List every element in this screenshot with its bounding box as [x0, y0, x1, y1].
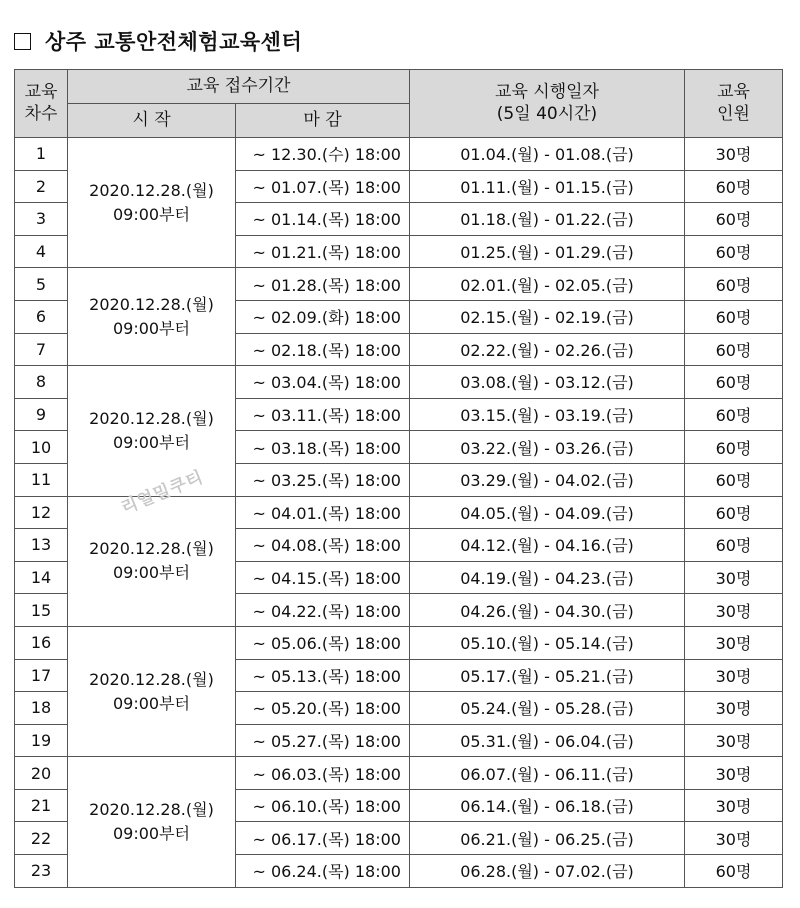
round-cell: 5 — [15, 268, 68, 301]
people-cell: 30명 — [685, 692, 783, 725]
people-cell: 60명 — [685, 398, 783, 431]
people-cell: 30명 — [685, 626, 783, 659]
round-cell: 10 — [15, 431, 68, 464]
round-cell: 15 — [15, 594, 68, 627]
start-time: 09:00부터 — [112, 432, 191, 452]
people-cell: 30명 — [685, 822, 783, 855]
header-round: 교육 차수 — [15, 70, 68, 138]
period-cell: 03.08.(월) - 03.12.(금) — [410, 366, 685, 399]
period-cell: 04.05.(월) - 04.09.(금) — [410, 496, 685, 529]
period-cell: 06.28.(월) - 07.02.(금) — [410, 855, 685, 888]
deadline-cell: ~ 04.15.(목) 18:00 — [236, 561, 410, 594]
round-cell: 9 — [15, 398, 68, 431]
period-cell: 05.17.(월) - 05.21.(금) — [410, 659, 685, 692]
people-cell: 30명 — [685, 789, 783, 822]
round-cell: 20 — [15, 757, 68, 790]
round-cell: 7 — [15, 333, 68, 366]
people-cell: 30명 — [685, 724, 783, 757]
document-title — [14, 26, 302, 56]
round-cell: 2 — [15, 170, 68, 203]
deadline-cell: ~ 01.28.(목) 18:00 — [236, 268, 410, 301]
period-cell: 04.12.(월) - 04.16.(금) — [410, 529, 685, 562]
people-cell: 60명 — [685, 529, 783, 562]
period-cell: 02.15.(월) - 02.19.(금) — [410, 300, 685, 333]
people-cell: 60명 — [685, 170, 783, 203]
start-time: 09:00부터 — [112, 823, 191, 843]
start-date: 2020.12.28.(월) — [89, 408, 214, 428]
deadline-cell: ~ 04.08.(목) 18:00 — [236, 529, 410, 562]
people-cell: 30명 — [685, 561, 783, 594]
start-time: 09:00부터 — [112, 563, 191, 583]
start-time: 09:00부터 — [112, 693, 191, 713]
round-cell: 8 — [15, 366, 68, 399]
period-cell: 05.24.(월) - 05.28.(금) — [410, 692, 685, 725]
people-cell: 60명 — [685, 366, 783, 399]
period-cell: 01.25.(월) - 01.29.(금) — [410, 235, 685, 268]
period-cell: 06.07.(월) - 06.11.(금) — [410, 757, 685, 790]
deadline-cell: ~ 06.03.(목) 18:00 — [236, 757, 410, 790]
period-cell: 04.26.(월) - 04.30.(금) — [410, 594, 685, 627]
start-cell — [68, 366, 236, 496]
round-cell: 23 — [15, 855, 68, 888]
deadline-cell: ~ 04.22.(목) 18:00 — [236, 594, 410, 627]
period-cell: 06.14.(월) - 06.18.(금) — [410, 789, 685, 822]
people-cell: 60명 — [685, 268, 783, 301]
people-cell: 60명 — [685, 855, 783, 888]
round-cell: 3 — [15, 203, 68, 236]
deadline-cell: ~ 03.11.(목) 18:00 — [236, 398, 410, 431]
start-date: 2020.12.28.(월) — [89, 180, 214, 200]
deadline-cell: ~ 06.10.(목) 18:00 — [236, 789, 410, 822]
people-cell: 30명 — [685, 594, 783, 627]
table-row — [15, 626, 783, 659]
period-cell: 04.19.(월) - 04.23.(금) — [410, 561, 685, 594]
deadline-cell: ~ 02.18.(목) 18:00 — [236, 333, 410, 366]
people-cell: 60명 — [685, 496, 783, 529]
round-cell: 19 — [15, 724, 68, 757]
start-date: 2020.12.28.(월) — [89, 539, 214, 559]
round-cell: 18 — [15, 692, 68, 725]
period-cell: 05.31.(월) - 06.04.(금) — [410, 724, 685, 757]
round-cell: 1 — [15, 138, 68, 171]
period-cell: 02.01.(월) - 02.05.(금) — [410, 268, 685, 301]
table-row — [15, 268, 783, 301]
deadline-cell: ~ 06.24.(목) 18:00 — [236, 855, 410, 888]
people-cell: 60명 — [685, 463, 783, 496]
period-cell: 01.11.(월) - 01.15.(금) — [410, 170, 685, 203]
checkbox-square-icon — [14, 33, 31, 50]
people-cell: 60명 — [685, 431, 783, 464]
period-cell: 03.29.(월) - 04.02.(금) — [410, 463, 685, 496]
start-cell — [68, 626, 236, 756]
round-cell: 21 — [15, 789, 68, 822]
table-row — [15, 757, 783, 790]
start-cell — [68, 757, 236, 887]
round-cell: 16 — [15, 626, 68, 659]
title-text: 상주 교통안전체험교육센터 — [45, 30, 303, 54]
period-cell: 01.04.(월) - 01.08.(금) — [410, 138, 685, 171]
deadline-cell: ~ 01.14.(목) 18:00 — [236, 203, 410, 236]
deadline-cell: ~ 01.07.(목) 18:00 — [236, 170, 410, 203]
start-time: 09:00부터 — [112, 318, 191, 338]
schedule-table — [14, 69, 783, 888]
round-cell: 4 — [15, 235, 68, 268]
deadline-cell: ~ 06.17.(목) 18:00 — [236, 822, 410, 855]
people-cell: 60명 — [685, 300, 783, 333]
round-cell: 6 — [15, 300, 68, 333]
people-cell: 30명 — [685, 757, 783, 790]
people-cell: 60명 — [685, 203, 783, 236]
start-cell — [68, 138, 236, 268]
people-cell: 30명 — [685, 659, 783, 692]
people-cell: 60명 — [685, 235, 783, 268]
period-cell: 02.22.(월) - 02.26.(금) — [410, 333, 685, 366]
start-date: 2020.12.28.(월) — [89, 669, 214, 689]
table-row — [15, 366, 783, 399]
people-cell: 60명 — [685, 333, 783, 366]
header-period: 교육 시행일자 (5일 40시간) — [410, 70, 685, 138]
header-people: 교육 인원 — [685, 70, 783, 138]
round-cell: 17 — [15, 659, 68, 692]
deadline-cell: ~ 05.13.(목) 18:00 — [236, 659, 410, 692]
start-cell — [68, 496, 236, 626]
period-cell: 06.21.(월) - 06.25.(금) — [410, 822, 685, 855]
start-cell — [68, 268, 236, 366]
period-cell: 05.10.(월) - 05.14.(금) — [410, 626, 685, 659]
deadline-cell: ~ 05.20.(목) 18:00 — [236, 692, 410, 725]
deadline-cell: ~ 02.09.(화) 18:00 — [236, 300, 410, 333]
deadline-cell: ~ 03.04.(목) 18:00 — [236, 366, 410, 399]
start-time: 09:00부터 — [112, 204, 191, 224]
header-start: 시 작 — [68, 104, 236, 138]
deadline-cell: ~ 04.01.(목) 18:00 — [236, 496, 410, 529]
watermark: 리얼밀쿠티 — [118, 467, 207, 519]
period-cell: 03.22.(월) - 03.26.(금) — [410, 431, 685, 464]
table-row — [15, 138, 783, 171]
round-cell: 22 — [15, 822, 68, 855]
round-cell: 13 — [15, 529, 68, 562]
round-cell: 11 — [15, 463, 68, 496]
deadline-cell: ~ 03.25.(목) 18:00 — [236, 463, 410, 496]
start-date: 2020.12.28.(월) — [89, 799, 214, 819]
deadline-cell: ~ 05.06.(목) 18:00 — [236, 626, 410, 659]
start-date: 2020.12.28.(월) — [89, 294, 214, 314]
deadline-cell: ~ 05.27.(목) 18:00 — [236, 724, 410, 757]
period-cell: 03.15.(월) - 03.19.(금) — [410, 398, 685, 431]
period-cell: 01.18.(월) - 01.22.(금) — [410, 203, 685, 236]
people-cell: 30명 — [685, 138, 783, 171]
deadline-cell: ~ 03.18.(목) 18:00 — [236, 431, 410, 464]
round-cell: 12 — [15, 496, 68, 529]
header-end: 마 감 — [236, 104, 410, 138]
header-reception: 교육 접수기간 — [68, 70, 410, 104]
deadline-cell: ~ 01.21.(목) 18:00 — [236, 235, 410, 268]
round-cell: 14 — [15, 561, 68, 594]
deadline-cell: ~ 12.30.(수) 18:00 — [236, 138, 410, 171]
